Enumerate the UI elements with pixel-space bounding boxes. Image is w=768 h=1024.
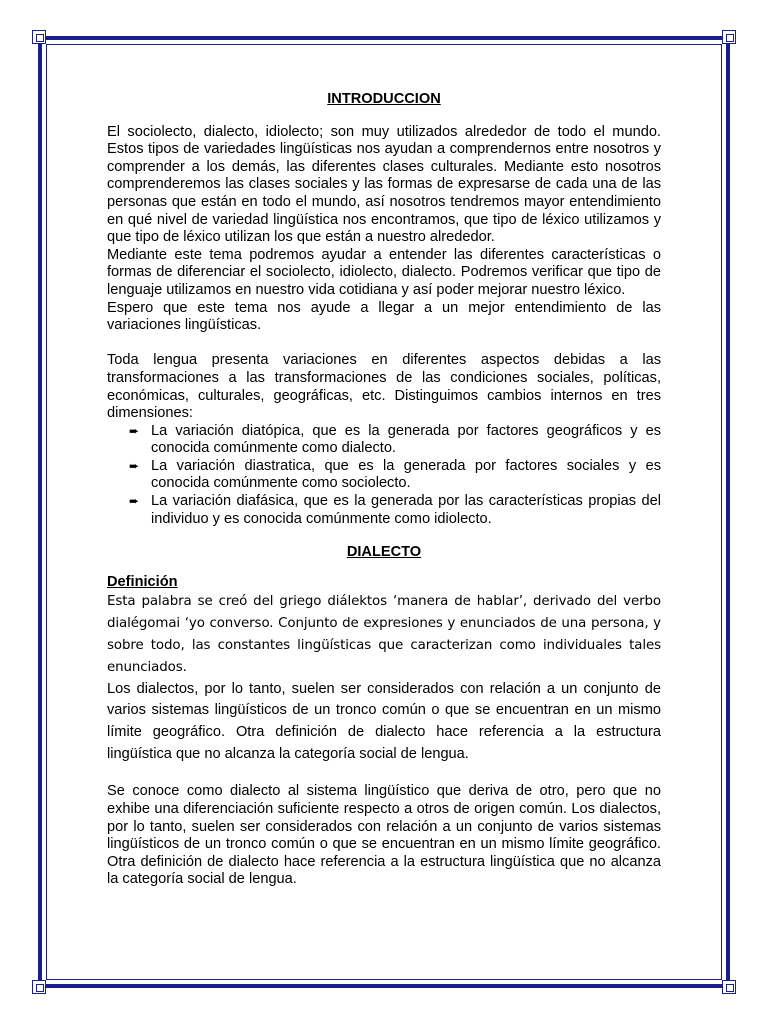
variation-list — [107, 423, 661, 529]
paragraph-gap — [107, 335, 661, 353]
right-arrow-bullet-icon: ➨ — [129, 494, 140, 509]
intro-paragraph-4: Toda lengua presenta variaciones en diferentes aspectos debidas a las transformaciones a las transformaciones de las condiciones sociales, políticas, económicas, culturales, geográficas, etc. Distinguimos cambios internos en tres dimensiones: — [107, 352, 661, 422]
dialecto-paragraph-3: Se conoce como dialecto al sistema lingüístico que deriva de otro, pero que no exhibe una diferenciación suficiente respecto a otros de origen común. Los dialectos, por lo tanto, suelen ser considerados con relación a un conjunto de varios sistemas lingüísticos de un tronco común o que se encuentran en un mismo límite geográfico. Otra definición de dialecto hace referencia a la estructura lingüística que no alcanza la categoría social de lengua. — [107, 783, 661, 888]
right-arrow-bullet-icon: ➨ — [129, 423, 140, 438]
corner-ornament-bottom-right — [722, 980, 736, 994]
right-arrow-bullet-icon: ➨ — [129, 458, 140, 473]
intro-paragraph-2: Mediante este tema podremos ayudar a entender las diferentes características o formas de diferenciar el sociolecto, idiolecto, dialecto. Podremos verificar que tipo de lenguaje utilizamos en nuestro vida cotidiana y así poder mejorar nuestro léxico. — [107, 246, 661, 298]
list-item-text: La variación diafásica, que es la generada por las características propias del individuo y es conocida comúnmente como idiolecto. — [151, 493, 661, 527]
list-item — [129, 493, 661, 528]
intro-paragraph-3: Espero que este tema nos ayude a llegar a un mejor entendimiento de las variaciones lingüísticas. — [107, 299, 661, 334]
definicion-subtitle: Definición — [107, 573, 178, 590]
list-item-text: La variación diastratica, que es la generada por factores sociales y es conocida comúnmente como sociolecto. — [151, 457, 661, 492]
corner-ornament-top-right — [722, 30, 736, 44]
corner-ornament-top-left — [32, 30, 46, 44]
definition-section — [107, 591, 661, 765]
corner-ornament-bottom-left — [32, 980, 46, 994]
intro-paragraph-1: El sociolecto, dialecto, idiolecto; son muy utilizados alrededor de todo el mundo. Estos tipos de variedades lingüísticas nos ayudan a comprendernos entre nosotros y comprender a los demás, las diferentes clases culturales. Mediante esto nosotros comprenderemos las clases sociales y las formas de expresarse de cada una de las personas que están en todo el mundo, así nosotros tendremos mayor entendimiento en qué nivel de variedad lingüística nos encontramos, que tipo de léxico utilizamos y que tipo de léxico utilizan los que están a nuestro alrededor. — [107, 123, 661, 246]
list-item — [129, 423, 661, 458]
list-item — [129, 458, 661, 493]
definition-paragraph-2: Los dialectos, por lo tanto, suelen ser considerados con relación a un conjunto de varios sistemas lingüísticos de un tronco común o que se encuentran en un mismo límite geográfico. Otra definición de dialecto hace referencia a la estructura lingüística que no alcanza la categoría social de lengua. — [107, 680, 661, 763]
dialecto-title: DIALECTO — [346, 544, 422, 561]
definition-paragraph-1: Esta palabra se creó del griego diálektos ‘manera de hablar’, derivado del verbo dialégomai ‘yo converso. Conjunto de expresiones y enunciados de una persona, y sobre todo, las constantes lingüísticas que caracterizan como individuales tales enunciados. — [107, 594, 661, 675]
document-body — [107, 91, 661, 889]
intro-title: INTRODUCCION — [327, 91, 441, 107]
paragraph-gap — [107, 766, 661, 784]
list-item-text: La variación diatópica, que es la generada por factores geográficos y es conocida comúnmente como dialecto. — [151, 422, 661, 457]
